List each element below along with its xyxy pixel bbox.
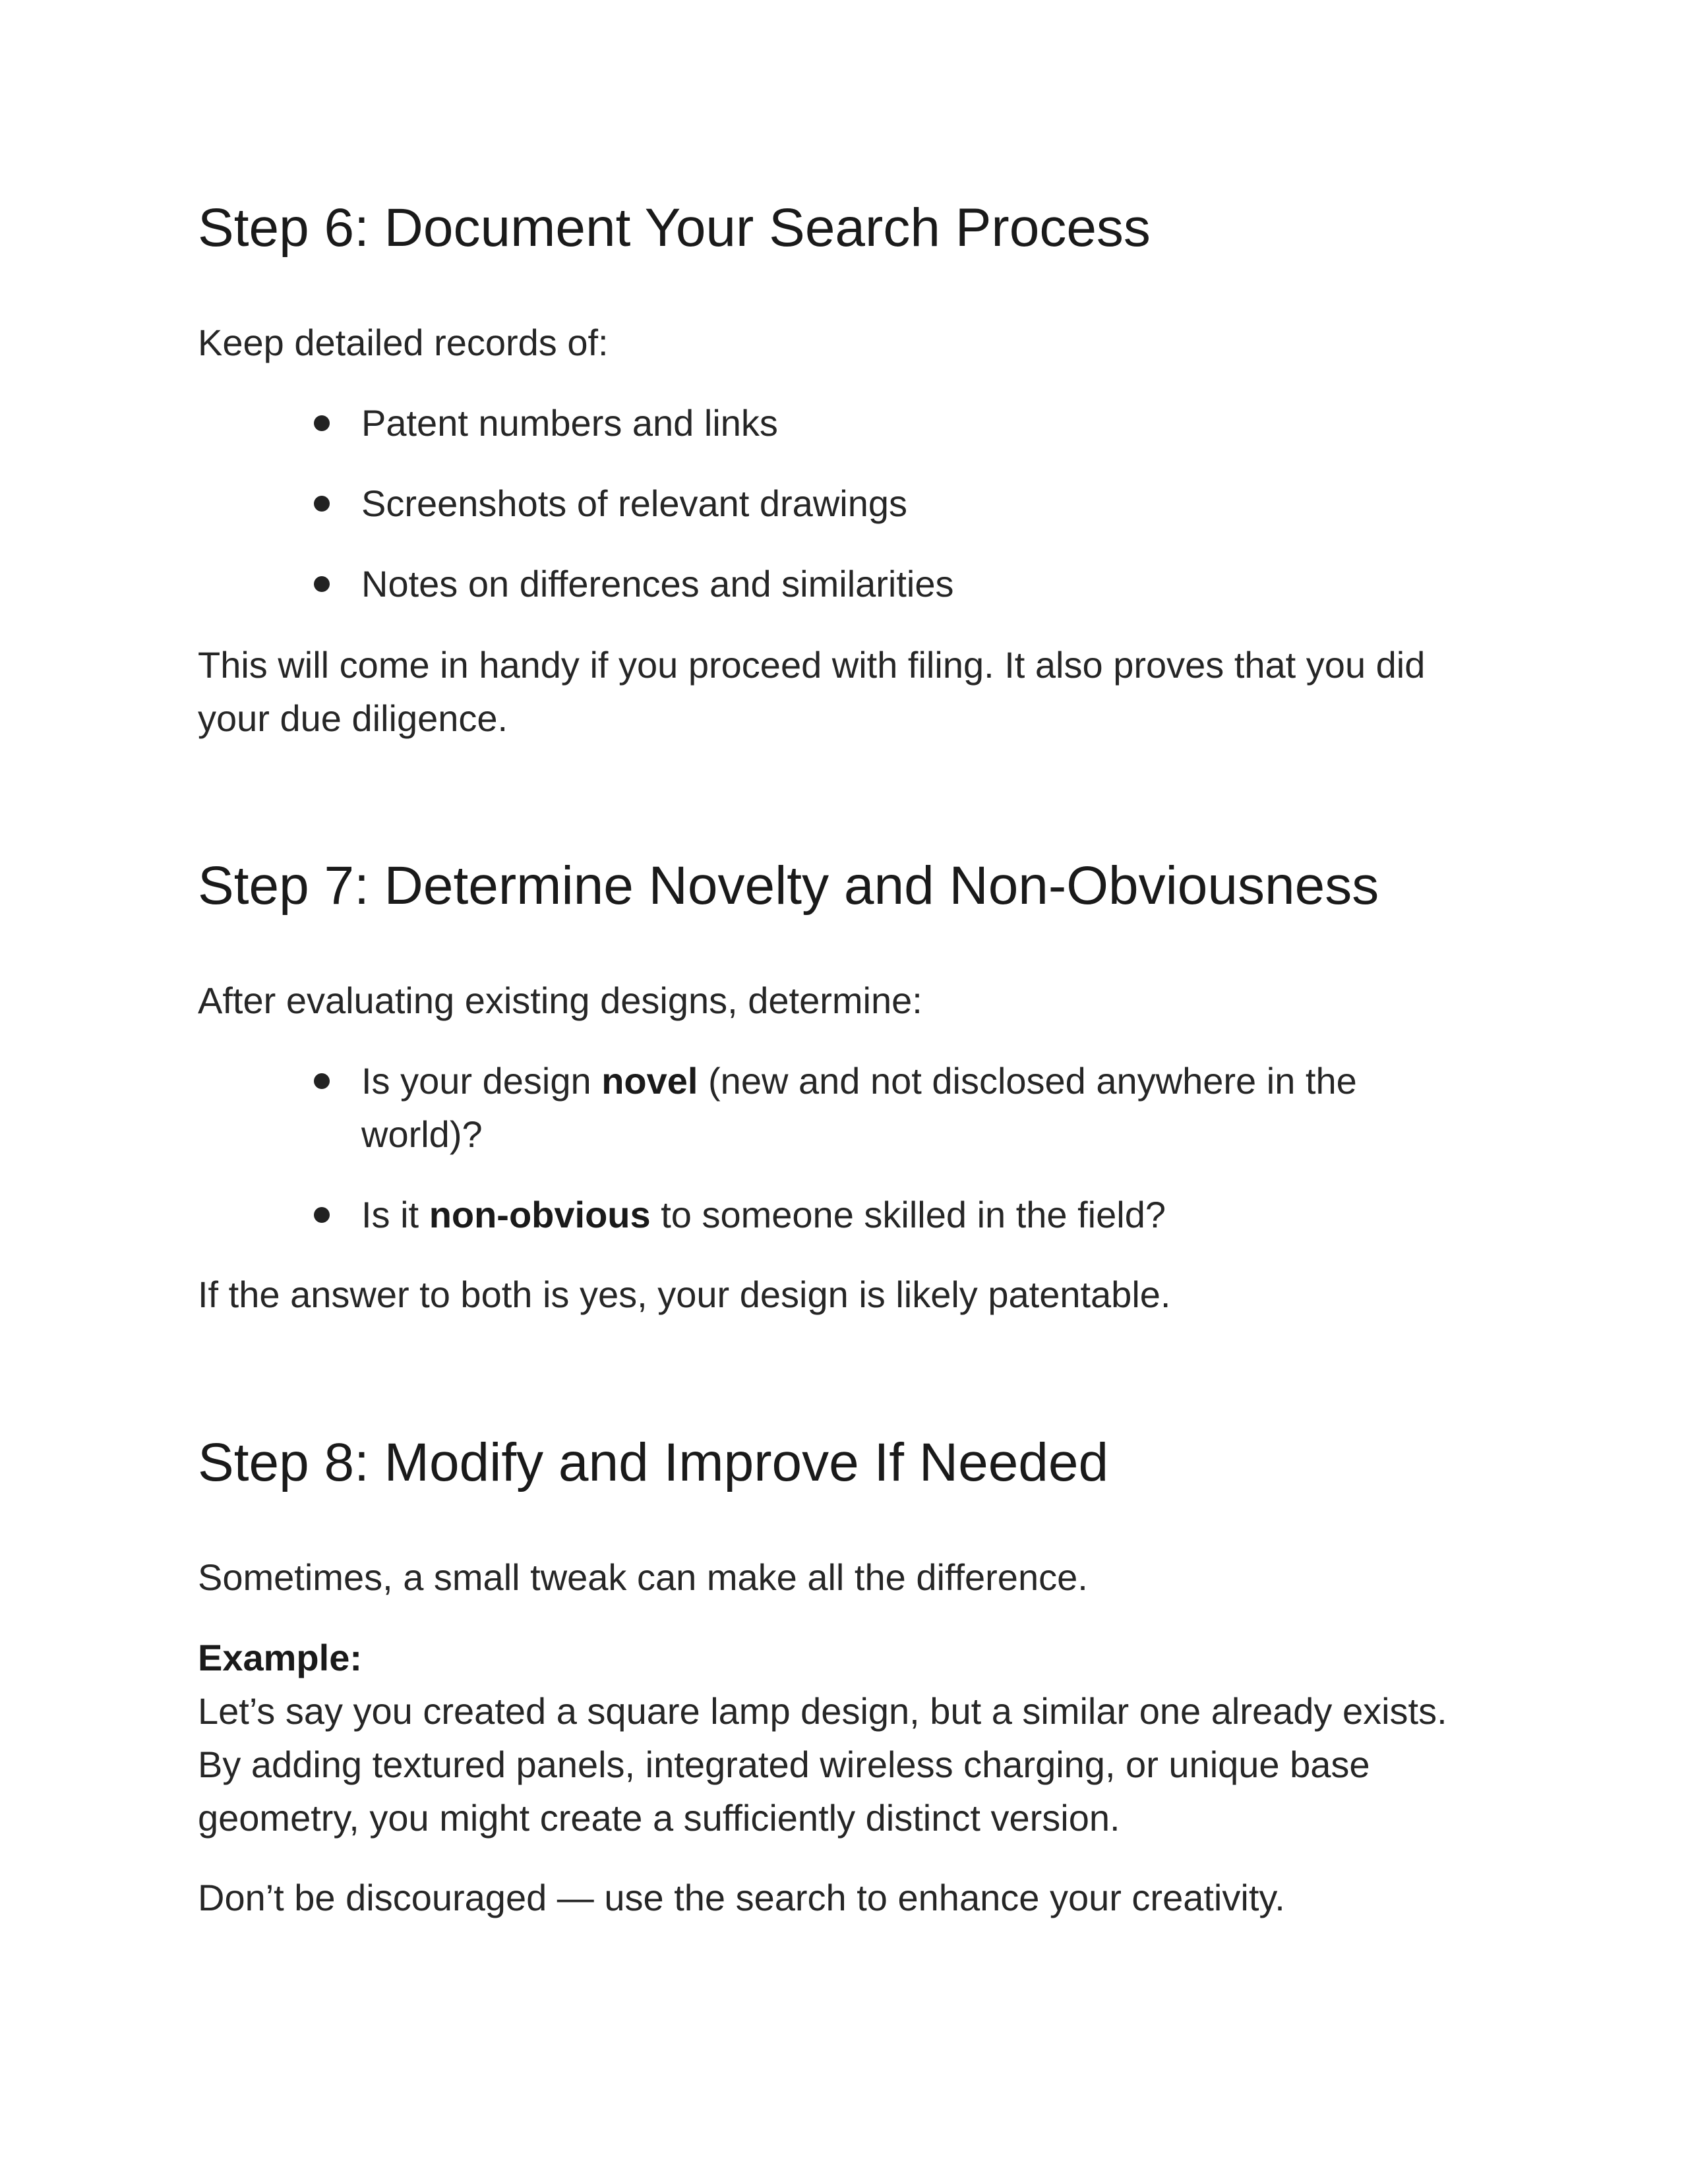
list-item-text: Notes on differences and similarities xyxy=(361,563,954,605)
list-item-text: Screenshots of relevant drawings xyxy=(361,483,907,524)
list-item xyxy=(198,1188,1449,1241)
step6-closing: This will come in handy if you proceed with filing. It also proves that you did your due diligence. xyxy=(198,644,1426,739)
list-item xyxy=(198,557,1449,610)
list-item-text-post: to someone skilled in the field? xyxy=(650,1194,1166,1235)
step6-bullet-list xyxy=(198,396,1490,637)
step7-closing: If the answer to both is yes, your design is likely patentable. xyxy=(198,1274,1171,1315)
list-item-text-post: (new and not disclosed anywhere in the world)? xyxy=(361,1060,1357,1155)
step7-intro: After evaluating existing designs, determine: xyxy=(198,980,922,1021)
step8-intro: Sometimes, a small tweak can make all the difference. xyxy=(198,1556,1088,1598)
step6-intro: Keep detailed records of: xyxy=(198,322,609,363)
step8-example xyxy=(198,1631,1490,1845)
bullet-dot-icon xyxy=(314,1207,330,1223)
list-item-text-bold: novel xyxy=(601,1060,698,1102)
step8-closing: Don’t be discouraged — use the search to enhance your creativity. xyxy=(198,1877,1285,1918)
bullet-dot-icon xyxy=(314,415,330,431)
step6-heading: Step 6: Document Your Search Process xyxy=(198,198,1151,258)
bullet-dot-icon xyxy=(314,496,330,512)
list-item-text-bold: non-obvious xyxy=(429,1194,651,1235)
example-label: Example: xyxy=(198,1637,362,1678)
step8-heading: Step 8: Modify and Improve If Needed xyxy=(198,1432,1109,1492)
step7-heading: Step 7: Determine Novelty and Non-Obviousness xyxy=(198,856,1379,916)
bullet-dot-icon xyxy=(314,1073,330,1089)
list-item xyxy=(198,1054,1449,1161)
bullet-dot-icon xyxy=(314,576,330,592)
step7-bullet-list xyxy=(198,1054,1490,1268)
list-item-text: Patent numbers and links xyxy=(361,402,778,444)
example-text: Let’s say you created a square lamp design, but a similar one already exists. By adding textured panels, integrated wireless charging, or unique base geometry, you might create a sufficiently distinct version. xyxy=(198,1690,1447,1839)
list-item xyxy=(198,396,1449,450)
list-item xyxy=(198,477,1449,530)
list-item-text-pre: Is it xyxy=(361,1194,429,1235)
list-item-text-pre: Is your design xyxy=(361,1060,602,1102)
